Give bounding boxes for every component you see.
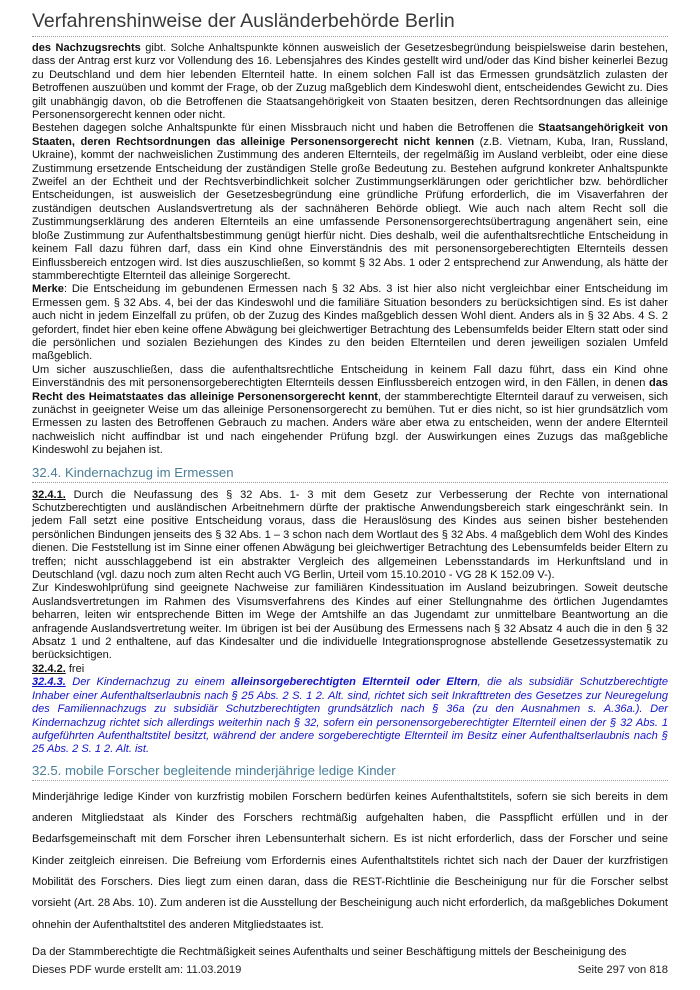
paragraph-text: : Die Entscheidung im gebundenen Ermessen nach § 32 Abs. 3 ist hier also nicht vergleichbar einer Entscheidung im Ermessen gem. § 32 Abs. 4, bei der das Kindeswohl und die familiäre Situation besonders zu berücksichtigen sind. Es ist daher auch nicht in jedem Einzelfall zu prüfen, ob der Zuzug des Kindes maßgeblich dessen Wohl dient. Anders als in § 32 Abs. 4 S. 2 gefordert, findet hier eben keine offene Abwägung bei gleichwertiger Betrachtung des Lebensumfelds beider Eltern statt oder sind die persönlichen und sozialen Beziehungen des Kindes zu den beiden Elternteilen und deren jeweiligen sozialen Umfeld maßgeblich.: [32, 283, 668, 363]
paragraph-32-4-1: [32, 489, 668, 583]
bold-text: alleinsorgeberechtigten Elternteil oder Eltern: [231, 676, 478, 689]
bold-text: das Recht des Heimatstaates das alleinige Personensorgerecht kennt: [32, 377, 668, 403]
bold-text: Staatsangehörigkeit von Staaten, deren Rechtsordnungen das alleinige Personensorgerecht nicht kennen: [32, 122, 669, 148]
paragraph-staatsangehoerigkeit: [32, 122, 668, 283]
paragraph-text: Der Kindernachzug zu einem: [65, 676, 232, 689]
section-heading-32-5: 32.5. mobile Forscher begleitende minderjährige ledige Kinder: [32, 763, 668, 781]
reference-link[interactable]: A.36a.: [603, 703, 636, 716]
paragraph-text: (z.B. Vietnam, Kuba, Iran, Russland, Ukraine), kommt der nachweislichen Zustimmung des anderen Elternteils, der regelmäßig im Ausland verbleibt, oder eine diese Zustimmung ersetzende Entscheidung der zuständigen Stelle große Bedeutung zu. Bestehen aufgrund konkreter Anhaltspunkte Zweifel an der Echtheit und der Rechtsverbindlichkeit solcher Zustimmungserklärungen oder gerichtlicher bzw. behördlicher Entscheidungen, ist ausweislich der Gesetzesbegründung eine gründliche Prüfung erforderlich, die im Visaverfahren der zuständigen deutschen Auslandsvertretung als der sachnäheren Behörde obliegt. Wie auch nach altem Recht soll die Zustimmungserklärung des anderen Elternteils an eine umfassende Personensorgerechtsübertragung angenähert sein, eine bloße Zustimmung zur Aufenthaltsbestimmung genügt hierfür nicht. Dies deshalb, weil die aufenthaltsrechtliche Entscheidung in keinem Fall dazu führen darf, dass ein Kind ohne Einverständnis des mit personensorgeberechtigten Elternteils dessen Einflussbereich entzogen wird. Ist dies auszuschließen, so kommt § 32 Abs. 1 oder 2 entsprechend zur Anwendung, als hätte der stammberechtigte Elternteil das alleinige Sorgerecht.: [32, 135, 668, 282]
paragraph-text: Zur Kindeswohlprüfung sind geeignete Nachweise zur familiären Kindessituation im Ausland beizubringen. Soweit deutsche Auslandsvertretungen im Rahmen des Visumsverfahrens des Kindes auf einer Stellungnahme des örtlichen Jugendamtes beharren, leiten wir entsprechende Bitten im Wege der Amtshilfe an das Jugendamt zur unmittelbare Beantwortung an die anfragende Auslandsvertretung weiter. Im übrigen ist bei der Ausübung des Ermessens nach § 32 Absatz 4 auch die in den § 32 Absatz 1 und 2 enthaltene, auf das Kindesalter und die individuelle Integrationsprognose abstellende Gesetzessystematik zu berücksichtigen.: [32, 582, 668, 662]
creation-date: Dieses PDF wurde erstellt am: 11.03.2019: [32, 964, 242, 976]
paragraph-nachzugsrecht: [32, 42, 668, 122]
paragraph-32-4-3: [32, 676, 668, 756]
paragraph-32-4-2: [32, 663, 668, 676]
paragraph-text: Um sicher auszuschließen, dass die aufenthaltsrechtliche Entscheidung in keinem Fall dazu führt, dass ein Kind ohne Einverständnis des mit personensorgeberechtigten Elternteils dessen Einflussbereich entzogen wird, in den Fällen, in denen: [32, 363, 668, 390]
paragraph-kindeswohlpruefung: [32, 582, 668, 662]
paragraph-text: , der stammberechtigte Elternteil darauf zu verweisen, sich zunächst in geeigneter Weise um das alleinige Personensorgerecht zu bemühen. Tut er dies nicht, so ist hier grundsätzlich vom Ermessen zu lasten des Betroffenen Gebrauch zu machen. Anders wäre aber etwa zu entscheiden, wenn der andere Elternteil nachweislich nicht auffindbar ist und nach eingehender Prüfung bzgl. der Auswirkungen eines Zuzugs das maßgebliche Kindeswohl zu bejahen ist.: [32, 390, 668, 457]
paragraph-text: Durch die Neufassung des § 32 Abs. 1- 3 mit dem Gesetz zur Verbesserung der Rechte von international Schutzberechtigten und ausländischen Arbeitnehmern dürfte der praktische Anwendungsbereich stark eingeschränkt sein. In jedem Fall setzt eine positive Entscheidung voraus, dass die Herauslösung des Kindes aus seinen bisher bestehenden persönlichen Bindungen jenseits des § 32 Abs. 1 – 3 schon nach dem Wortlaut des § 32 Abs. 4 maßgeblich dem Wohl des Kindes dienen. Die Feststellung ist im Sinne einer offenen Abwägung bei gleichwertiger Betrachtung des Lebensumfelds beider Eltern zu treffen; nicht ausschlaggebend ist ein abstrakter Vergleich des allgemeinen Lebensstandards im Herkunftsland und in Deutschland (vgl. dazu noch zum alten Recht auch VG Berlin, Urteil vom 15.10.2010 - VG 28 K 152.09 V-).: [32, 488, 668, 582]
section-number-link[interactable]: 32.4.2.: [32, 662, 66, 675]
section-number-link[interactable]: 32.4.3.: [32, 676, 66, 689]
paragraph-mobile-forscher: Minderjährige ledige Kinder von kurzfristig mobilen Forschern bedürfen keines Aufenthaltstitels, sofern sie sich bereits in dem anderen Mitgliedstaat als Kinder des Forschers rechtmäßig aufgehalten haben, die Passpflicht erfüllen und in der Bedarfsgemeinschaft mit dem Forscher ihren Lebensunterhalt sichern. Es ist nicht erforderlich, dass der Forscher und seine Kinder zeitgleich einreisen. Die Befreiung vom Erfordernis eines Aufenthaltstitels richtet sich nach der Dauer der kurzfristigen Mobilität des Forschers. Dies liegt zum einen daran, dass die REST-Richtlinie die Bescheinigung nur für die Forscher selbst vorsieht (Art. 28 Abs. 10). Zum anderen ist die Ausstellung der Bescheinigung auch nicht erforderlich, da maßgebliches Dokument ohnehin der Aufenthaltstitel des anderen Mitgliedstaates ist.: [32, 790, 668, 931]
paragraph-text: Bestehen dagegen solche Anhaltspunkte für einen Missbrauch nicht und haben die Betroffenen die: [32, 122, 539, 135]
page-header: [32, 10, 668, 37]
paragraph-stammberechtigte: Da der Stammberechtigte die Rechtmäßigkeit seines Aufenthalts und seiner Beschäftigung mittels der Bescheinigung des: [32, 945, 627, 958]
section-number-link[interactable]: 32.4.1.: [32, 488, 66, 501]
paragraph-text: ). Der Kindernachzug richtet sich allerdings weiterhin nach § 32, sofern ein personensorgeberechtigter Elternteil einen der § 32 Abs. 1 aufgeführten Aufenthaltstitel besitzt, während der andere sorgeberechtigte Elternteil im Besitz einer Aufenthaltserlaubnis nach § 25 Abs. 2 S. 1 2. Alt. ist.: [32, 703, 668, 756]
paragraph-text: frei: [65, 662, 85, 675]
paragraph-text: gibt. Solche Anhaltspunkte können ausweislich der Gesetzesbegründung beispielsweise darin bestehen, dass der Antrag erst kurz vor Vollendung des 16. Lebensjahres des Kindes gestellt wird und/oder das Kind bisher keinerlei Bezug zu Deutschland und dem hier lebenden Elternteil hatte. In einem solchen Fall ist das Ermessen grundsätzlich zulasten der Betroffenen auszuüben und kommt der Frage, ob der Zuzug maßgeblich dem Kindeswohl dient, entscheidendes Gewicht zu. Dies gilt unabhängig davon, ob die Betroffenen die Staatsangehörigkeit von Staaten besitzen, deren Rechtsordnungen das alleinige Personensorgerecht kennen oder nicht.: [32, 42, 669, 122]
section-heading-32-4: 32.4. Kindernachzug im Ermessen: [32, 465, 668, 483]
merke-label: Merke: [32, 283, 64, 296]
page-number: Seite 297 von 818: [577, 964, 668, 976]
bold-text: des Nachzugsrechts: [32, 42, 141, 54]
paragraph-heimatstaat: [32, 364, 668, 458]
paragraph-text: , die als subsidiär Schutzberechtigte Inhaber einer Aufenthaltserlaubnis nach § 25 Abs. 2 S. 1 2. Alt. sind, richtet sich seit Inkrafttreten des Gesetzes zur Neuregelung des Familiennachzugs zu subsidiär Schutzberechtigten grundsätzlich nach § 36a (zu den Ausnahmen s.: [32, 676, 668, 716]
page-title: Verfahrenshinweise der Ausländerbehörde Berlin: [32, 10, 455, 32]
document-body: [32, 42, 668, 969]
paragraph-merke: [32, 283, 668, 363]
